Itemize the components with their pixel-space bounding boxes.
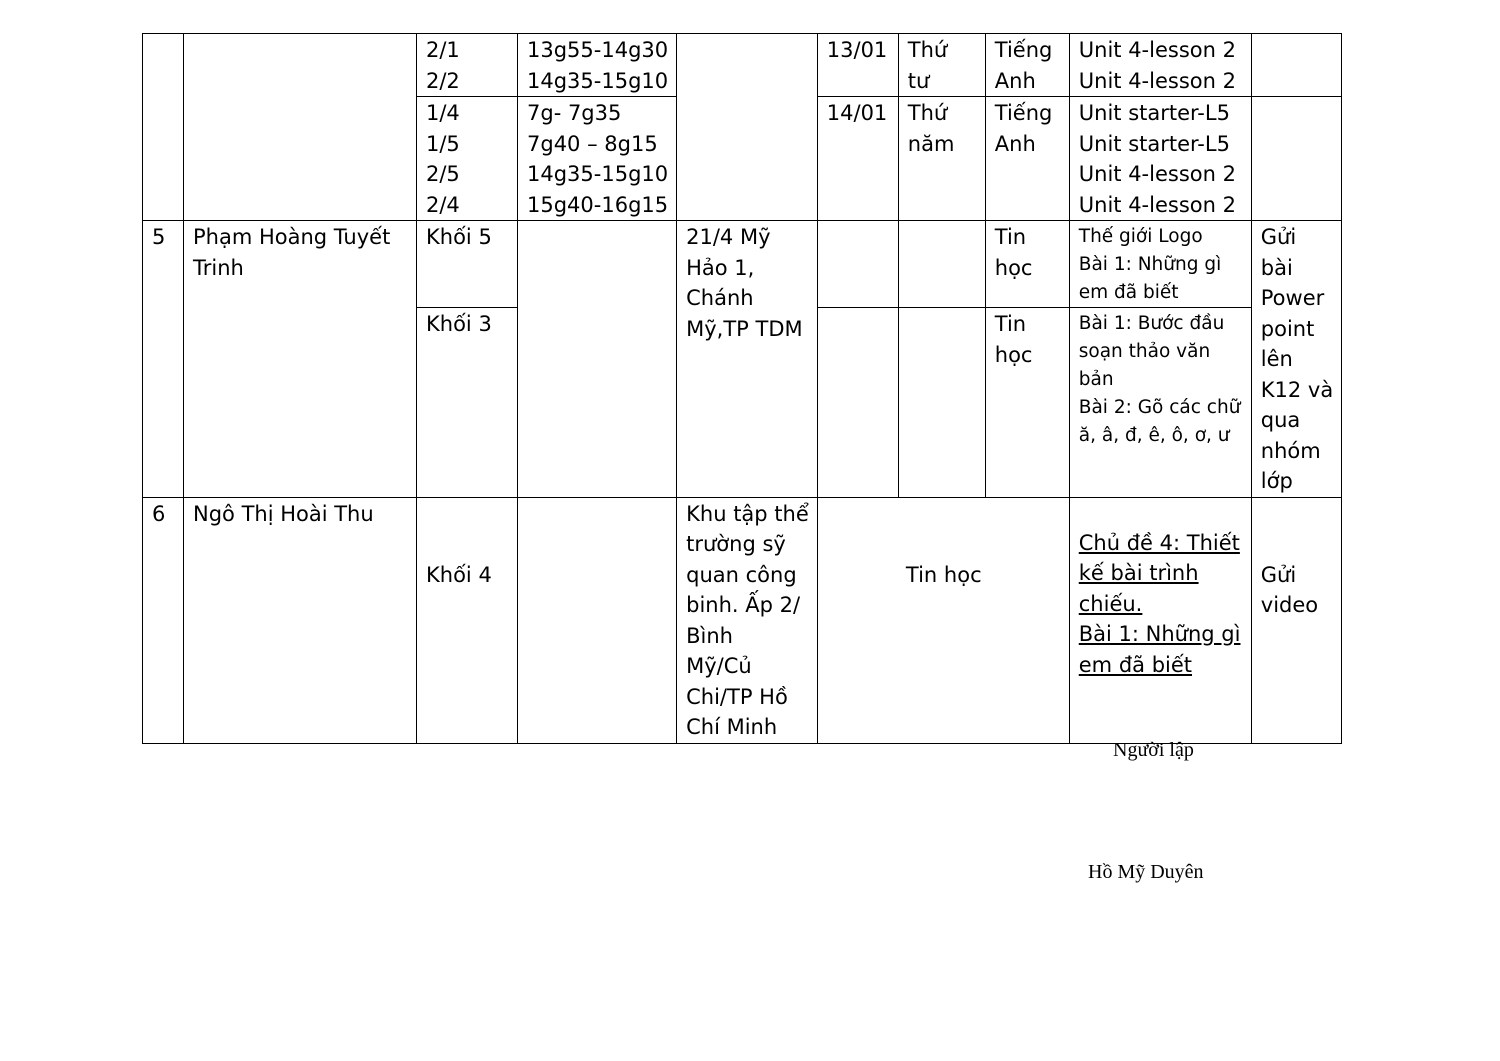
empty-cell <box>518 497 677 743</box>
times-cell: 13g55-14g30 14g35-15g10 <box>518 34 677 97</box>
weekday-cell: Thứ tư <box>898 34 985 97</box>
address-cell: 21/4 Mỹ Hảo 1, Chánh Mỹ,TP TDM <box>677 221 818 498</box>
teacher-name-cell: Phạm Hoàng Tuyết Trinh <box>184 221 417 498</box>
lessons-cell: Chủ đề 4: Thiết kế bài trình chiếu. Bài 1: Những gì em đã biết <box>1069 497 1251 743</box>
empty-cell <box>817 221 898 308</box>
table-row <box>143 221 1342 308</box>
address-cell: Khu tập thể trường sỹ quan công binh. Ấp 2/ Bình Mỹ/Củ Chi/TP Hồ Chí Minh <box>677 497 818 743</box>
empty-cell <box>1251 34 1341 97</box>
subject-cell: Tin học <box>817 497 1069 743</box>
subject-cell: Tiếng Anh <box>985 97 1069 221</box>
signer-name: Hồ Mỹ Duyên <box>1088 861 1204 883</box>
schedule-table <box>142 33 1342 744</box>
date-cell: 13/01 <box>817 34 898 97</box>
subject-cell: Tin học <box>985 221 1069 308</box>
table-row <box>143 497 1342 743</box>
empty-cell <box>143 34 184 221</box>
lessons-cell: Unit 4-lesson 2 Unit 4-lesson 2 <box>1069 34 1251 97</box>
row-number-cell: 6 <box>143 497 184 743</box>
times-cell: 7g- 7g35 7g40 – 8g15 14g35-15g10 15g40-16g15 <box>518 97 677 221</box>
grade-cell: Khối 3 <box>417 308 518 497</box>
empty-cell <box>184 34 417 221</box>
delivery-method-cell: Gửi video <box>1251 497 1341 743</box>
empty-cell <box>898 308 985 497</box>
table-row <box>143 34 1342 97</box>
empty-cell <box>898 221 985 308</box>
empty-cell <box>1251 97 1341 221</box>
weekday-cell: Thứ năm <box>898 97 985 221</box>
teacher-name-cell: Ngô Thị Hoài Thu <box>184 497 417 743</box>
lessons-cell: Thế giới Logo Bài 1: Những gì em đã biết <box>1069 221 1251 308</box>
class-groups-cell: 1/4 1/5 2/5 2/4 <box>417 97 518 221</box>
date-cell: 14/01 <box>817 97 898 221</box>
signer-role: Người lập <box>1113 739 1194 761</box>
lessons-cell: Bài 1: Bước đầu soạn thảo văn bản Bài 2: Gõ các chữ ă, â, đ, ê, ô, ơ, ư <box>1069 308 1251 497</box>
empty-cell <box>677 34 818 221</box>
subject-cell: Tiếng Anh <box>985 34 1069 97</box>
lessons-cell: Unit starter-L5 Unit starter-L5 Unit 4-lesson 2 Unit 4-lesson 2 <box>1069 97 1251 221</box>
empty-cell <box>817 308 898 497</box>
subject-cell: Tin học <box>985 308 1069 497</box>
delivery-method-cell: Gửi bài Power point lên K12 và qua nhóm lớp <box>1251 221 1341 498</box>
class-groups-cell: 2/1 2/2 <box>417 34 518 97</box>
empty-cell <box>518 221 677 498</box>
row-number-cell: 5 <box>143 221 184 498</box>
grade-cell: Khối 4 <box>417 497 518 743</box>
grade-cell: Khối 5 <box>417 221 518 308</box>
